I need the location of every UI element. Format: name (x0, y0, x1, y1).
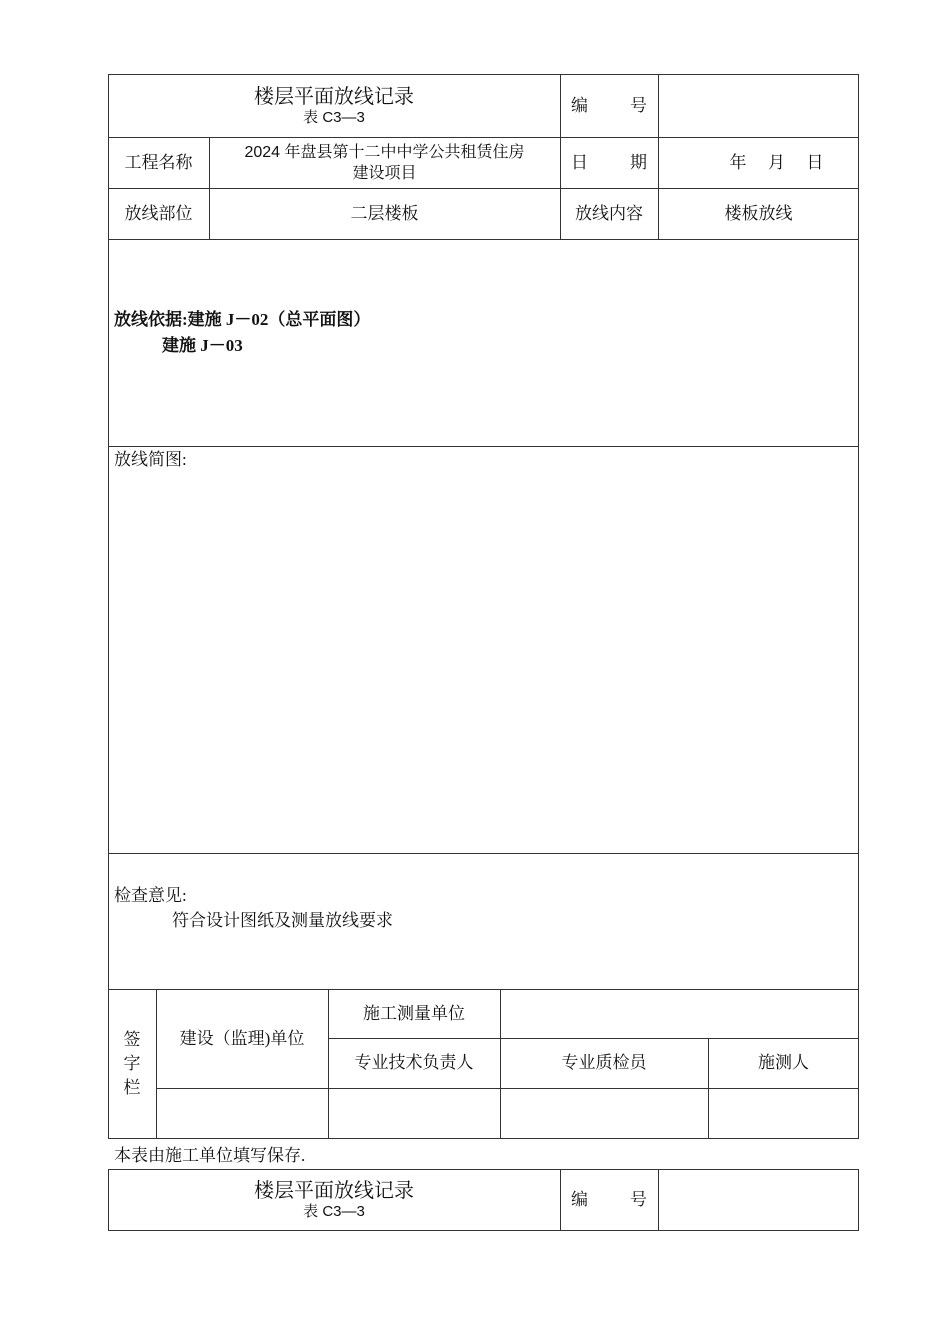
quality-inspector-label: 专业质检员 (561, 1053, 647, 1072)
form2-title: 楼层平面放线记录 (254, 1180, 414, 1202)
number-label (560, 74, 658, 137)
row-divider (108, 446, 859, 447)
sign-label-char: 签 (123, 1030, 141, 1049)
date-label (560, 137, 658, 188)
sign-label-char: 字 (123, 1054, 141, 1073)
layout-basis (114, 307, 370, 359)
content-label: 放线内容 (575, 203, 643, 223)
project-name-label: 工程名称 (124, 152, 193, 172)
footer-note: 本表由施工单位填写保存. (114, 1146, 306, 1165)
form2-number-label (560, 1169, 658, 1231)
surveyor-label: 施测人 (758, 1053, 809, 1072)
content-value[interactable]: 楼板放线 (724, 203, 793, 223)
form2-number-value[interactable] (658, 1169, 859, 1231)
row-divider (108, 239, 859, 240)
owner-signature-field[interactable] (156, 1088, 328, 1139)
project-name-line: 建设项目 (352, 164, 417, 182)
number-value[interactable] (658, 74, 859, 137)
check-value[interactable]: 符合设计图纸及测量放线要求 (172, 911, 393, 930)
date-day: 日 (806, 152, 824, 172)
basis-line: 建施 J－03 (162, 336, 243, 355)
check-label: 检查意见: (114, 886, 187, 905)
surveyor-signature-field[interactable] (708, 1088, 859, 1139)
form2-title-cell (108, 1169, 560, 1231)
number-label-char: 号 (630, 95, 647, 115)
quality-inspector-signature-field[interactable] (500, 1088, 708, 1139)
form2-code: 表 C3—3 (303, 1203, 365, 1220)
form-title: 楼层平面放线记录 (254, 85, 414, 108)
tech-lead-label: 专业技术负责人 (354, 1053, 474, 1072)
date-month: 月 (768, 152, 785, 172)
position-label: 放线部位 (124, 203, 193, 223)
number-label-char: 号 (630, 1190, 647, 1209)
construction-unit-value[interactable] (500, 989, 859, 1038)
project-name-line: 2024 年盘县第十二中中学公共租赁住房 (244, 143, 525, 161)
date-label-char: 日 (571, 152, 588, 172)
sign-label-char: 栏 (123, 1078, 141, 1097)
owner-unit-label: 建设（监理)单位 (179, 1028, 305, 1048)
sketch-area[interactable] (110, 474, 857, 850)
form-code: 表 C3—3 (303, 108, 365, 126)
construction-unit-label: 施工测量单位 (363, 1003, 465, 1023)
project-name-value (209, 137, 560, 188)
tech-lead-signature-field[interactable] (328, 1088, 500, 1139)
date-value[interactable] (658, 137, 859, 188)
number-label-char: 编 (571, 1190, 588, 1209)
number-label-char: 编 (571, 95, 588, 115)
sign-column-label (108, 989, 156, 1139)
sketch-label: 放线简图: (114, 450, 187, 469)
basis-line: 放线依据:建施 J－02（总平面图） (114, 310, 371, 329)
form-title-cell (108, 74, 560, 137)
date-label-char: 期 (630, 152, 647, 172)
date-year: 年 (729, 152, 747, 172)
row-divider (108, 853, 859, 854)
position-value[interactable]: 二层楼板 (350, 203, 419, 223)
